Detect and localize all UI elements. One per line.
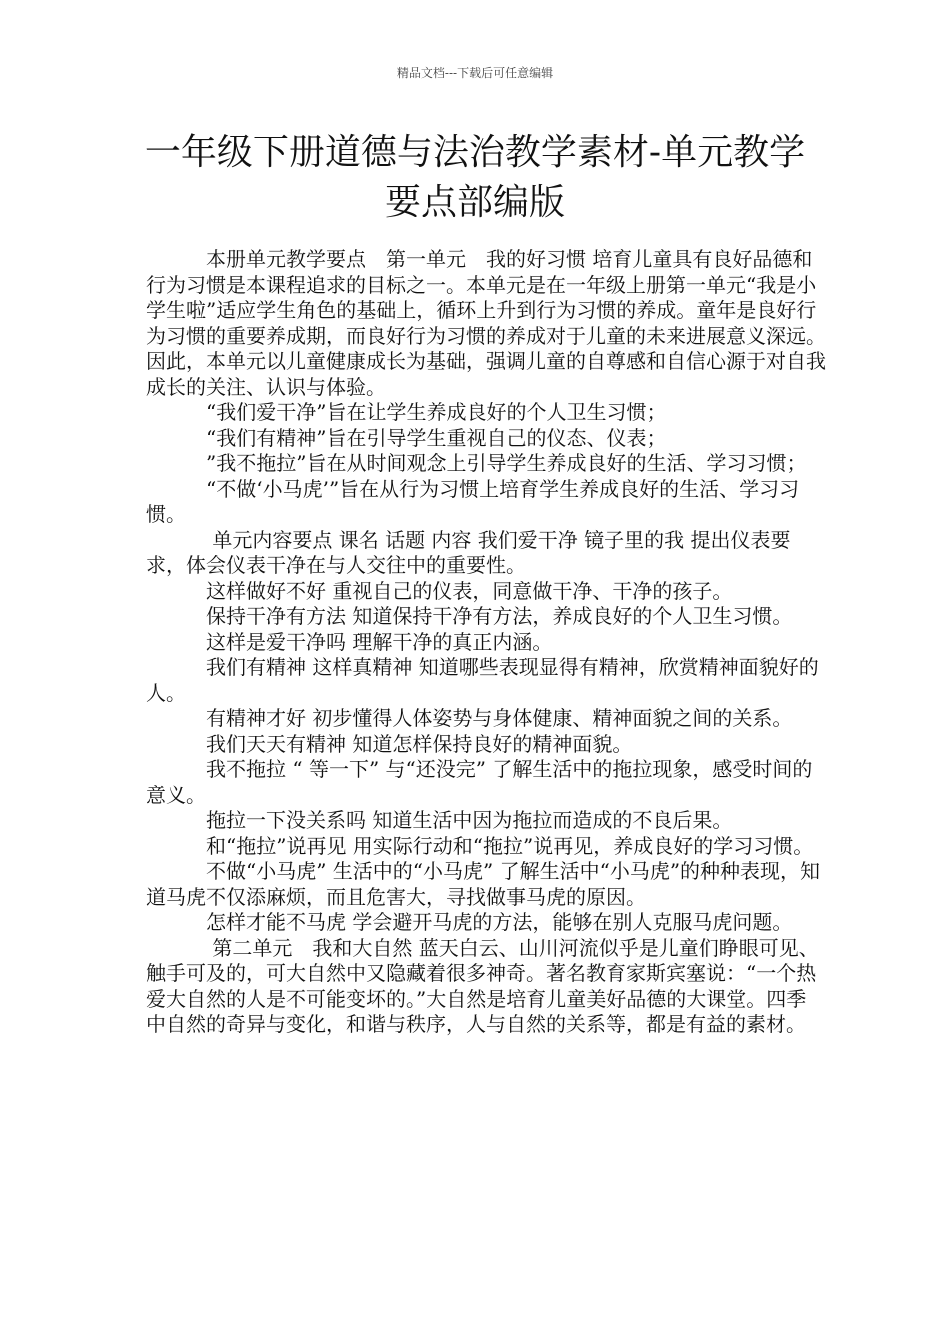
paragraph: 保持干净有方法 知道保持干净有方法，养成良好的个人卫生习惯。 <box>146 604 793 628</box>
paragraph: 本册单元教学要点 第一单元 我的好习惯 培育儿童具有良好品德和行为习惯是本课程追求的目标之一。本单元是在一年级上册第一单元“我是小学生啦”适应学生角色的基础上，循环上升到行为习惯的养成。童年是良好行为习惯的重要养成期，而良好行为习惯的养成对于儿童的未来进展意义深远。因此，本单元以儿童健康成长为基础，强调儿童的自尊感和自信心源于对自我成长的关注、认识与体验。 <box>146 247 826 399</box>
paragraph: “不做‘小马虎’”旨在从行为习惯上培育学生养成良好的生活、学习习惯。 <box>146 476 800 526</box>
paragraph: ”我不拖拉”旨在从时间观念上引导学生养成良好的生活、学习习惯； <box>146 451 807 475</box>
paragraph: 我们天天有精神 知道怎样保持良好的精神面貌。 <box>146 731 633 756</box>
paragraph: 这样是爱干净吗 理解干净的真正内涵。 <box>146 629 553 654</box>
paragraph: 有精神才好 初步懂得人体姿势与身体健康、精神面貌之间的关系。 <box>146 706 793 730</box>
paragraph: 这样做好不好 重视自己的仪表，同意做干净、干净的孩子。 <box>146 578 733 603</box>
paragraph: 不做“小马虎” 生活中的“小马虎” 了解生活中“小马虎”的种种表现，知道马虎不仅添麻烦，而且危害大，寻找做事马虎的原因。 <box>146 859 821 909</box>
paragraph: 单元内容要点 课名 话题 内容 我们爱干净 镜子里的我 提出仪表要求，体会仪表干净在与人交往中的重要性。 <box>146 527 791 577</box>
paragraph: 拖拉一下没关系吗 知道生活中因为拖拉而造成的不良后果。 <box>146 808 733 832</box>
page-header: 精品文档---下载后可任意编辑 <box>396 66 554 80</box>
paragraph: 我不拖拉 “ 等一下” 与“还没完” 了解生活中的拖拉现象，感受时间的意义。 <box>146 757 813 807</box>
paragraph: “我们爱干净”旨在让学生养成良好的个人卫生习惯； <box>146 400 667 424</box>
paragraph: 和“拖拉”说再见 用实际行动和“拖拉”说再见，养成良好的学习习惯。 <box>146 833 814 858</box>
paragraph: 怎样才能不马虎 学会避开马虎的方法，能够在别人克服马虎问题。 <box>146 910 793 934</box>
paragraph: 我们有精神 这样真精神 知道哪些表现显得有精神，欣赏精神面貌好的人。 <box>146 655 819 705</box>
title-line-1: 一年级下册道德与法治教学素材-单元教学 <box>144 132 806 173</box>
paragraph: 第二单元 我和大自然 蓝天白云、山川河流似乎是儿童们睁眼可见、触手可及的，可大自然中又隐藏着很多神奇。著名教育家斯宾塞说：“一个热爱大自然的人是不可能变坏的。”大自然是培育儿童美好品德的大课堂。四季中自然的奇异与变化，和谐与秩序，人与自然的关系等，都是有益的素材。 <box>146 935 819 1036</box>
document-body <box>146 247 826 1038</box>
document-title <box>0 128 950 228</box>
paragraph: “我们有精神”旨在引导学生重视自己的仪态、仪表； <box>146 425 667 450</box>
title-line-2: 要点部编版 <box>384 182 565 223</box>
